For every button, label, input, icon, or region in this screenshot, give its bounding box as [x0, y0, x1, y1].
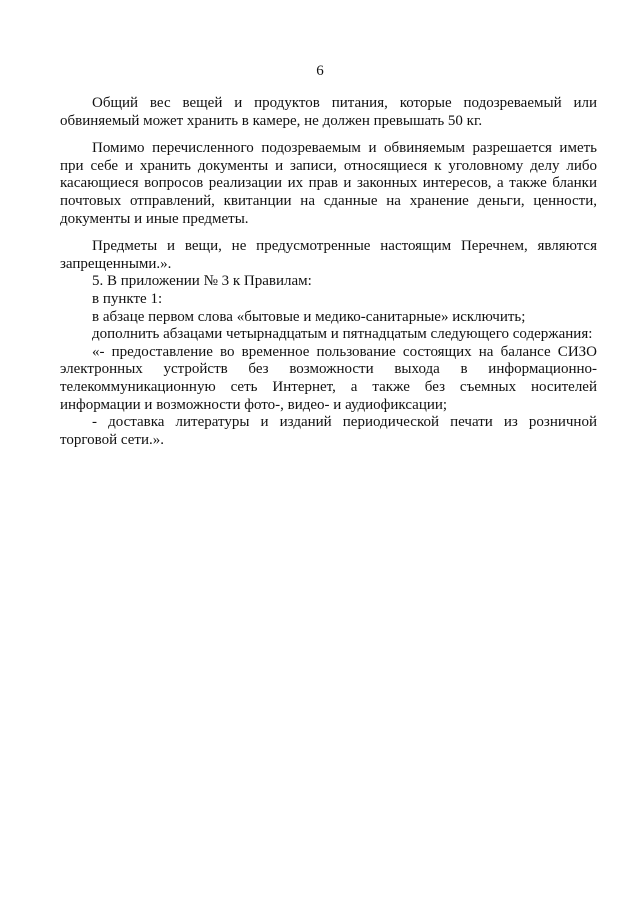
paragraph-weight-limit: Общий вес вещей и продуктов питания, которые подозреваемый или обвиняемый может хранить в камере, не должен превышать 50 кг. [60, 95, 597, 129]
paragraph-appendix-3: 5. В приложении № 3 к Правилам: [92, 273, 312, 290]
paragraph-point-1: в пункте 1: [92, 290, 163, 307]
paragraph-allowed-documents: Помимо перечисленного подозреваемым и обвиняемым разрешается иметь при себе и хранить документы и записи, относящиеся к уголовному делу либо касающиеся вопросов реализации их прав и законных интересов, а также бланки почтовых отправлений, квитанции на сданные на хранение деньги, ценности, документы и иные предметы. [60, 140, 597, 227]
paragraph-add-abzacs: дополнить абзацами четырнадцатым и пятнадцатым следующего содержания: [92, 326, 593, 343]
paragraph-electronic-devices: «- предоставление во временное пользование состоящих на балансе СИЗО электронных устройств без возможности выхода в информационно-телекоммуникационную сеть Интернет, а также без съемных носителей информации и возможности фото-, видео- и аудиофиксации; [60, 343, 597, 413]
document-body [60, 95, 597, 449]
paragraph-literature-delivery: - доставка литературы и изданий периодической печати из розничной торговой сети.». [60, 414, 597, 448]
paragraph-prohibited-items: Предметы и вещи, не предусмотренные настоящим Перечнем, являются запрещенными.». [60, 238, 597, 272]
page-number: 6 [316, 63, 324, 79]
paragraph-first-abzac: в абзаце первом слова «бытовые и медико-санитарные» исключить; [92, 308, 526, 325]
